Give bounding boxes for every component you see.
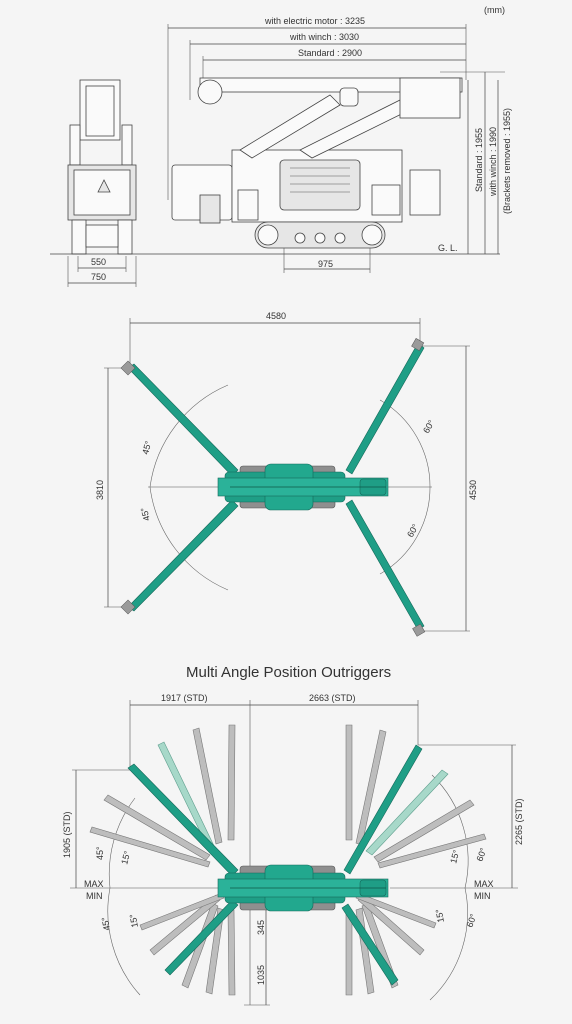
angle-15-right-lower: 15° bbox=[433, 908, 446, 924]
outrigger-left-upper bbox=[121, 361, 238, 476]
angle-right-lower: 60° bbox=[405, 522, 421, 539]
left-span: 3810 bbox=[95, 479, 105, 500]
angle-45-left-upper: 45° bbox=[95, 846, 105, 860]
dim-1035: 1035 bbox=[256, 964, 266, 985]
length-electric-motor: with electric motor : 3235 bbox=[265, 16, 366, 26]
angle-right-upper: 60° bbox=[421, 418, 437, 435]
crawler-length: 975 bbox=[318, 259, 334, 269]
right-height-std: 2265 (STD) bbox=[514, 798, 524, 845]
side-view bbox=[50, 16, 512, 287]
angle-60-right-lower: 60° bbox=[464, 912, 479, 929]
outrigger-right-upper bbox=[346, 338, 424, 474]
angle-15-left-lower: 15° bbox=[127, 913, 140, 929]
unit-label: (mm) bbox=[484, 5, 505, 15]
span-width: 4580 bbox=[266, 311, 287, 321]
angle-left-lower: 45° bbox=[138, 506, 152, 523]
multi-angle-view bbox=[62, 693, 524, 1005]
height-standard: Standard : 1955 bbox=[474, 127, 484, 192]
right-std: 2663 (STD) bbox=[309, 693, 356, 703]
track-width-550: 550 bbox=[91, 257, 107, 267]
left-std: 1917 (STD) bbox=[161, 693, 208, 703]
outrigger-fan-lower-left bbox=[140, 893, 238, 995]
track-width-750: 750 bbox=[91, 272, 107, 282]
dim-345: 345 bbox=[256, 919, 266, 935]
min-label-left: MIN bbox=[86, 891, 103, 901]
top-view-machine-body bbox=[218, 464, 388, 510]
outrigger-right-lower bbox=[346, 500, 425, 636]
front-view-machine bbox=[68, 80, 136, 254]
angle-60-right-upper: 60° bbox=[474, 846, 489, 863]
outrigger-fan-lower-right bbox=[342, 893, 436, 995]
max-label-left: MAX bbox=[84, 879, 104, 889]
height-winch: with winch : 1990 bbox=[488, 126, 498, 196]
angle-left-upper: 45° bbox=[140, 439, 154, 456]
length-standard: Standard : 2900 bbox=[298, 48, 363, 58]
outrigger-left-lower bbox=[121, 500, 238, 614]
left-height-std: 1905 (STD) bbox=[62, 811, 72, 858]
min-label-right: MIN bbox=[474, 891, 491, 901]
top-view bbox=[95, 311, 478, 636]
angle-45-left-lower: 45° bbox=[99, 916, 112, 932]
outrigger-fan-upper-right bbox=[344, 725, 489, 874]
length-winch: with winch : 3030 bbox=[290, 32, 360, 42]
side-view-machine bbox=[172, 78, 462, 248]
right-span: 4530 bbox=[468, 479, 478, 500]
angle-15-right-upper: 15° bbox=[448, 848, 462, 865]
ground-label: G. L. bbox=[438, 243, 458, 253]
max-label-right: MAX bbox=[474, 879, 494, 889]
multi-angle-title: Multi Angle Position Outriggers bbox=[186, 664, 392, 681]
outrigger-fan-upper-left bbox=[90, 725, 238, 876]
height-brackets-removed: (Brackets removed : 1955) bbox=[502, 107, 512, 214]
angle-15-left-upper: 15° bbox=[119, 849, 133, 866]
